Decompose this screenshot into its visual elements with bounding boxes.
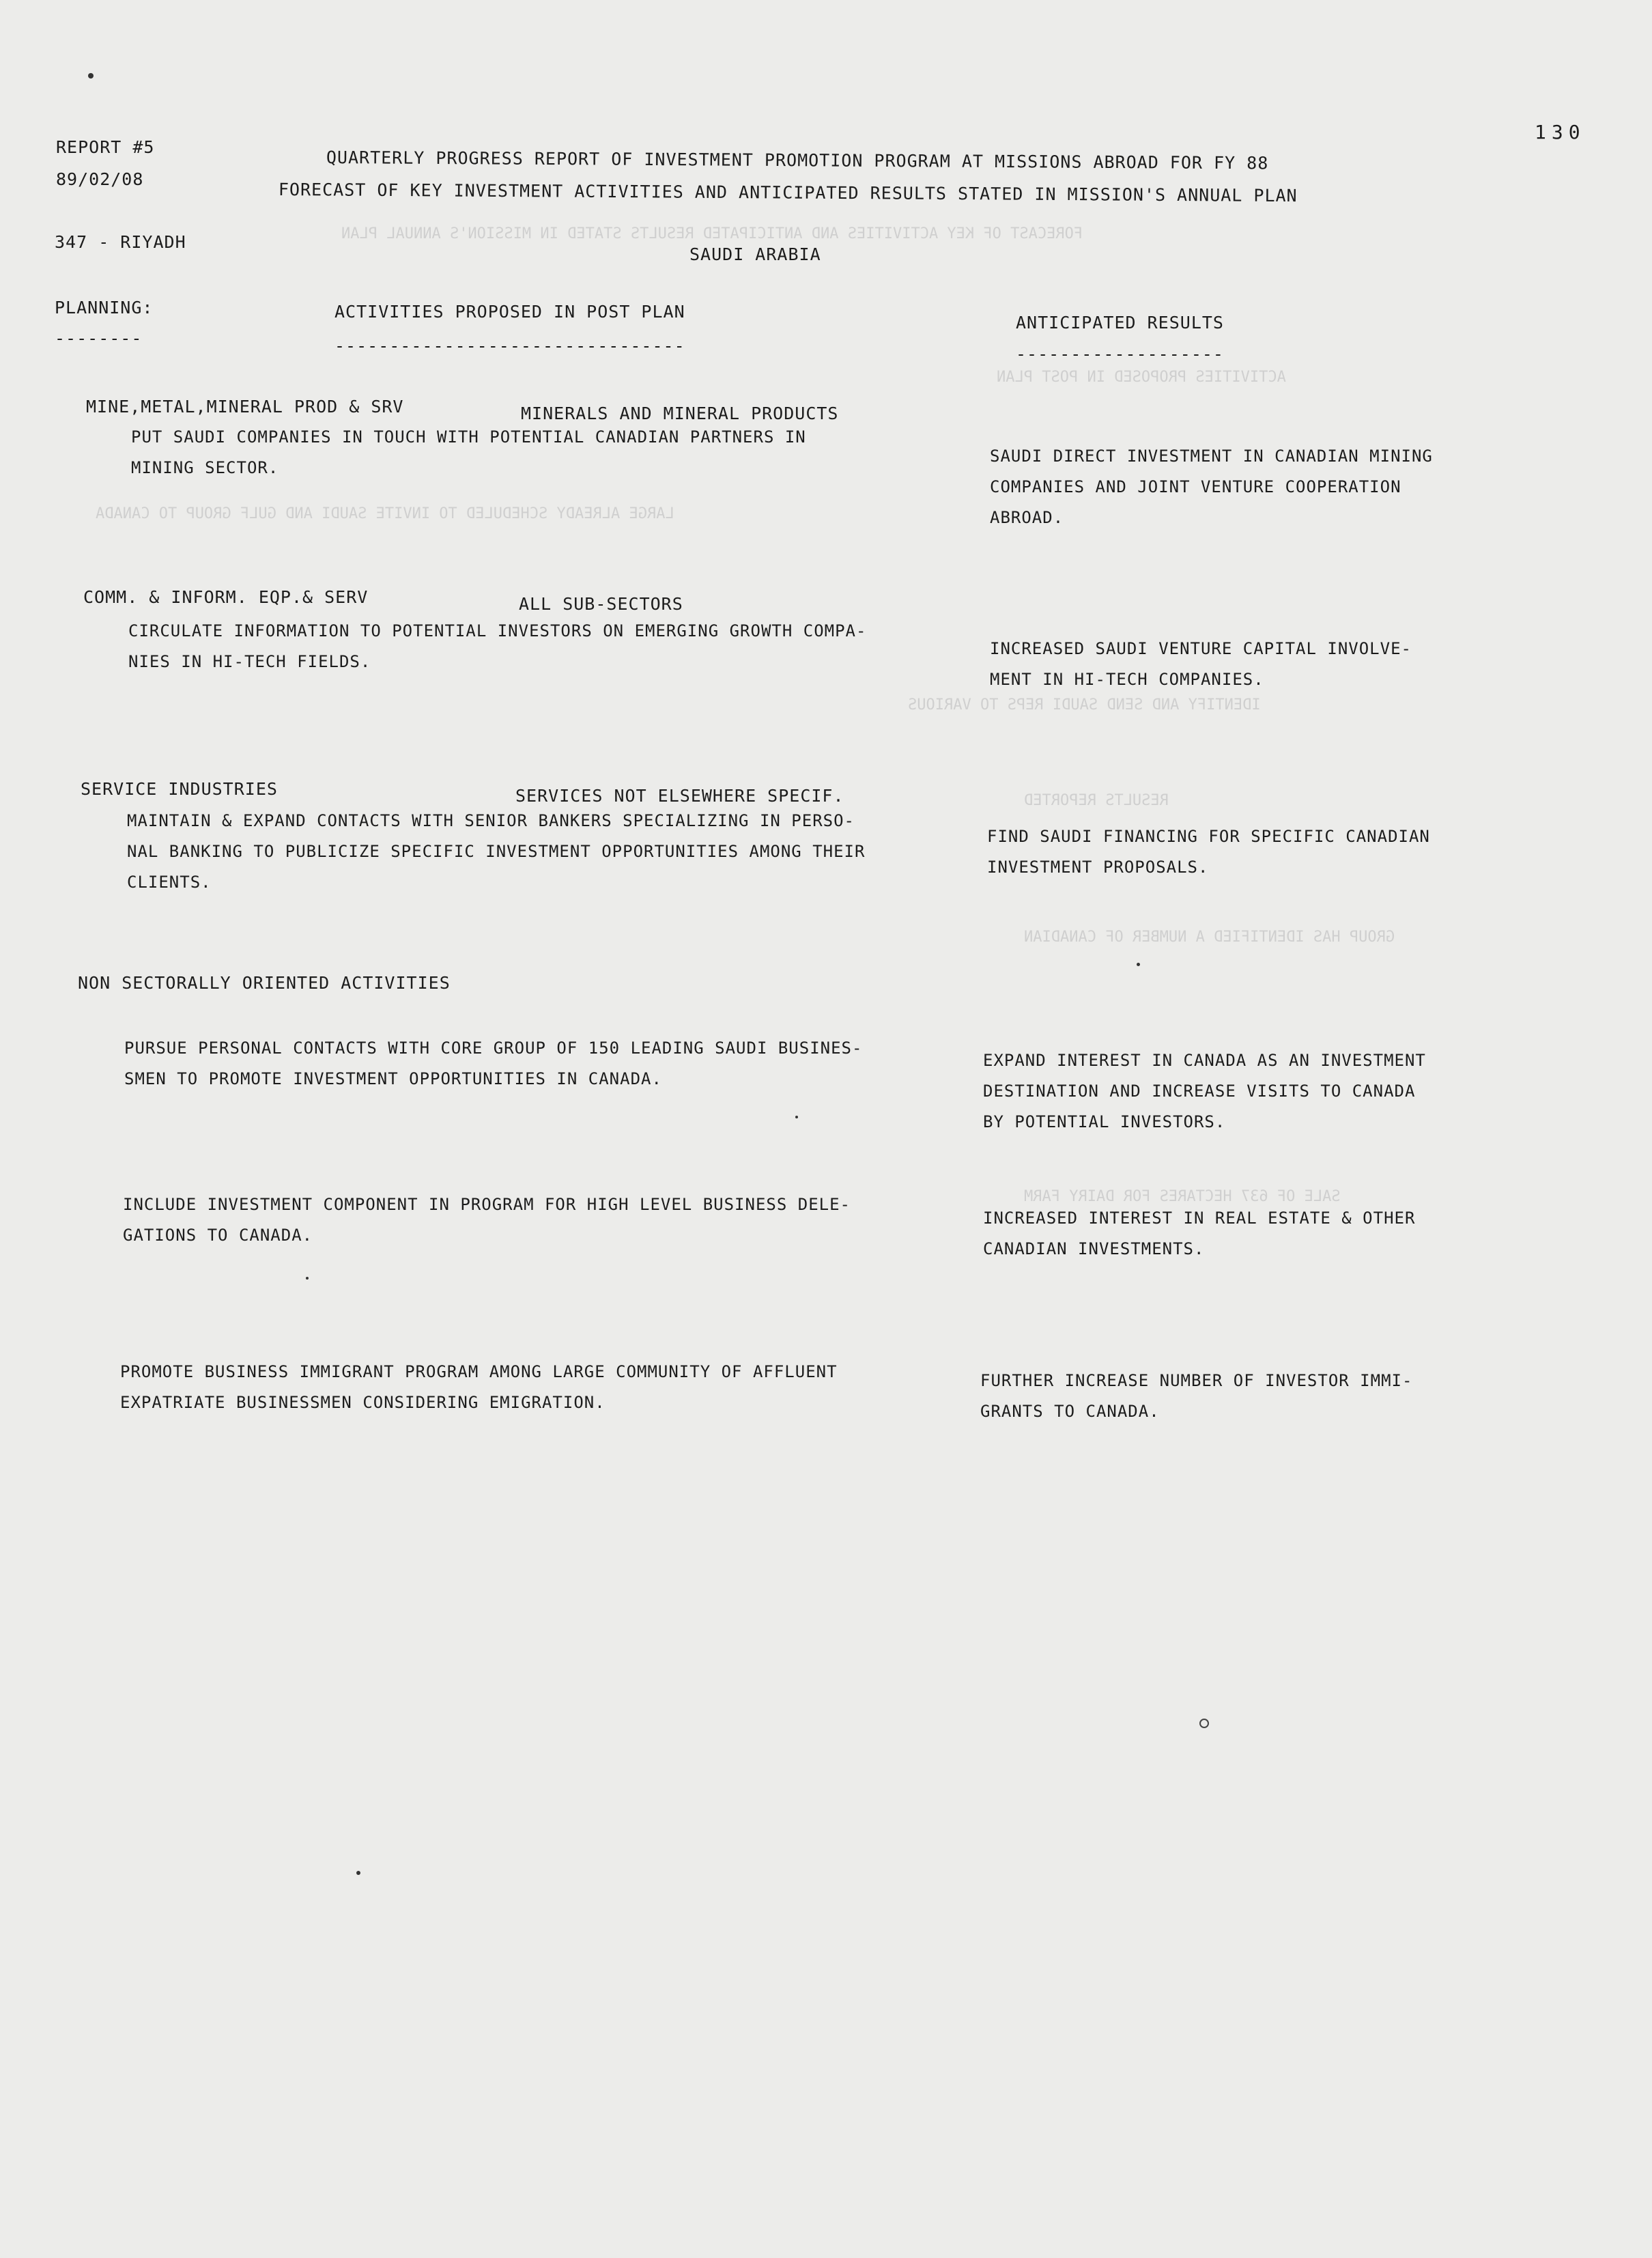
results-heading: ANTICIPATED RESULTS: [1016, 313, 1224, 333]
activities-heading: ACTIVITIES PROPOSED IN POST PLAN: [334, 302, 685, 322]
activity-text: PURSUE PERSONAL CONTACTS WITH CORE GROUP OF 150 LEADING SAUDI BUSINES- SMEN TO PROMOTE INVESTMENT OPPORTUNITIES IN CANADA.: [124, 1039, 863, 1088]
activity-text: MAINTAIN & EXPAND CONTACTS WITH SENIOR BANKERS SPECIALIZING IN PERSO- NAL BANKING TO PUBLICIZE SPECIFIC INVESTMENT OPPORTUNITIES AMONG THEIR CLIENTS.: [127, 811, 866, 892]
result-text: INCREASED SAUDI VENTURE CAPITAL INVOLVE- MENT IN HI-TECH COMPANIES.: [990, 639, 1412, 689]
result-text: FURTHER INCREASE NUMBER OF INVESTOR IMMI- GRANTS TO CANADA.: [980, 1371, 1413, 1421]
result-text: INCREASED INTEREST IN REAL ESTATE & OTHER CANADIAN INVESTMENTS.: [983, 1209, 1416, 1258]
report-number: REPORT #5: [56, 137, 155, 157]
report-date: 89/02/08: [56, 169, 144, 189]
page-number: 130: [1535, 121, 1586, 143]
activity-text: PROMOTE BUSINESS IMMIGRANT PROGRAM AMONG LARGE COMMUNITY OF AFFLUENT EXPATRIATE BUSINESSMEN CONSIDERING EMIGRATION.: [120, 1362, 838, 1412]
non-sectoral-heading: NON SECTORALLY ORIENTED ACTIVITIES: [78, 973, 451, 993]
activity-text: INCLUDE INVESTMENT COMPONENT IN PROGRAM FOR HIGH LEVEL BUSINESS DELE- GATIONS TO CANADA.: [123, 1195, 851, 1245]
planning-heading: PLANNING:: [55, 298, 154, 317]
sector-label: COMM. & INFORM. EQP.& SERV: [83, 587, 369, 607]
report-subtitle: FORECAST OF KEY INVESTMENT ACTIVITIES AND ANTICIPATED RESULTS STATED IN MISSION'S ANNUAL PLAN: [278, 180, 1298, 206]
activity-text: PUT SAUDI COMPANIES IN TOUCH WITH POTENTIAL CANADIAN PARTNERS IN MINING SECTOR.: [131, 427, 806, 477]
report-title: QUARTERLY PROGRESS REPORT OF INVESTMENT PROMOTION PROGRAM AT MISSIONS ABROAD FOR FY 88: [326, 147, 1269, 173]
subsector-label: ALL SUB-SECTORS: [519, 594, 683, 614]
sector-label: MINE,METAL,MINERAL PROD & SRV: [86, 397, 404, 417]
result-text: EXPAND INTEREST IN CANADA AS AN INVESTMENT DESTINATION AND INCREASE VISITS TO CANADA BY POTENTIAL INVESTORS.: [983, 1051, 1426, 1131]
planning-underline: --------: [55, 328, 143, 348]
activities-underline: --------------------------------: [334, 336, 685, 356]
result-text: SAUDI DIRECT INVESTMENT IN CANADIAN MINING COMPANIES AND JOINT VENTURE COOPERATION ABROAD.: [990, 447, 1433, 527]
result-text: FIND SAUDI FINANCING FOR SPECIFIC CANADIAN INVESTMENT PROPOSALS.: [987, 827, 1430, 877]
subsector-label: MINERALS AND MINERAL PRODUCTS: [521, 404, 839, 423]
results-underline: -------------------: [1016, 344, 1224, 364]
subsector-label: SERVICES NOT ELSEWHERE SPECIF.: [515, 786, 844, 806]
activity-text: CIRCULATE INFORMATION TO POTENTIAL INVESTORS ON EMERGING GROWTH COMPA- NIES IN HI-TECH FIELDS.: [128, 621, 867, 671]
country-name: SAUDI ARABIA: [689, 244, 821, 264]
sector-label: SERVICE INDUSTRIES: [81, 779, 278, 799]
post-name: 347 - RIYADH: [55, 232, 186, 252]
